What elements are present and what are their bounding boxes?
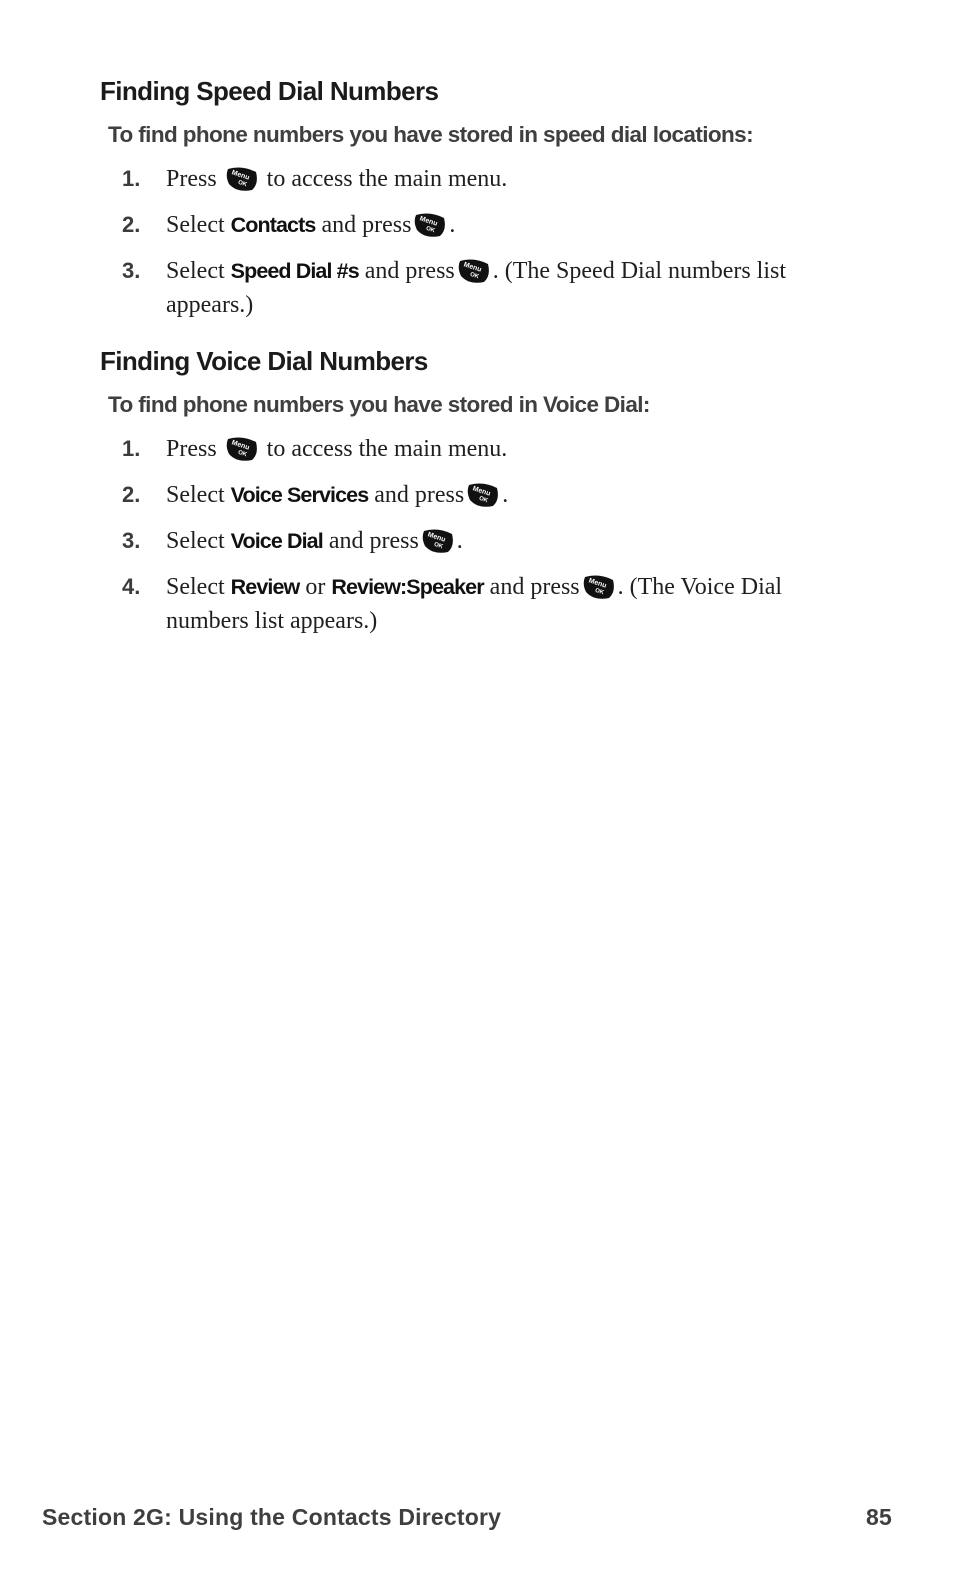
- step-text: Select: [166, 528, 225, 554]
- step-item: [100, 478, 860, 512]
- step-number: 4.: [122, 574, 141, 599]
- step-number: 2.: [122, 482, 141, 507]
- svg-text:OK: OK: [432, 541, 444, 551]
- step-text: . (The Voice Dial numbers list appears.): [166, 574, 783, 634]
- menu-command: Speed Dial #s: [230, 259, 359, 283]
- step-text: and press: [374, 482, 465, 508]
- footer-section-title: Section 2G: Using the Contacts Directory: [42, 1504, 502, 1530]
- step-text: and press: [328, 528, 419, 554]
- svg-text:Menu: Menu: [587, 577, 607, 590]
- menu-ok-key-icon: [225, 436, 259, 462]
- page-footer: [42, 1504, 892, 1531]
- svg-text:Menu: Menu: [471, 485, 492, 498]
- svg-text:Menu: Menu: [419, 215, 439, 228]
- section-intro: To find phone numbers you have stored in Voice Dial:: [108, 392, 650, 417]
- menu-ok-key-icon: [225, 166, 259, 192]
- menu-ok-key-icon: [457, 258, 491, 284]
- page-number: 85: [866, 1504, 892, 1530]
- svg-text:Menu: Menu: [230, 169, 250, 182]
- svg-text:Menu: Menu: [230, 439, 250, 452]
- step-text: .: [449, 212, 456, 238]
- step-text: Select: [166, 482, 225, 508]
- step-list: [100, 162, 860, 322]
- section-heading: Finding Voice Dial Numbers: [100, 346, 428, 376]
- voice-dial-section: [100, 344, 860, 650]
- step-text: . (The Speed Dial numbers list appears.): [166, 258, 787, 318]
- menu-ok-key-icon: [421, 528, 455, 554]
- step-text: Select: [166, 212, 225, 238]
- step-text: Select: [166, 258, 225, 284]
- step-item: [100, 162, 860, 196]
- step-number: 3.: [122, 258, 141, 283]
- step-list: [100, 432, 860, 638]
- step-text: and press: [489, 574, 580, 600]
- menu-ok-key-icon: [582, 574, 616, 600]
- menu-command: Contacts: [230, 213, 316, 237]
- svg-text:OK: OK: [425, 225, 436, 235]
- step-text: Select: [166, 574, 225, 600]
- section-heading: Finding Speed Dial Numbers: [100, 76, 439, 106]
- step-item: [100, 208, 860, 242]
- svg-text:Menu: Menu: [462, 261, 482, 274]
- svg-text:OK: OK: [593, 587, 605, 597]
- step-text: to access the main menu.: [266, 436, 508, 462]
- step-item: [100, 254, 860, 322]
- step-text: and press: [321, 212, 412, 238]
- step-number: 1.: [122, 436, 141, 461]
- step-item: [100, 524, 860, 558]
- svg-text:OK: OK: [478, 495, 489, 505]
- speed-dial-section: [100, 74, 860, 334]
- menu-command: Review:Speaker: [331, 575, 484, 599]
- step-number: 1.: [122, 166, 141, 191]
- menu-ok-key-icon: [413, 212, 447, 238]
- step-text: .: [456, 528, 463, 554]
- menu-command: Review: [230, 575, 300, 599]
- svg-text:OK: OK: [468, 271, 480, 281]
- menu-command: Voice Services: [230, 483, 369, 507]
- step-item: [100, 432, 860, 466]
- step-number: 2.: [122, 212, 141, 237]
- svg-text:OK: OK: [236, 179, 248, 189]
- step-text: .: [502, 482, 509, 508]
- step-text: or: [305, 574, 326, 600]
- step-number: 3.: [122, 528, 141, 553]
- step-text: Press: [166, 436, 217, 462]
- menu-command: Voice Dial: [230, 529, 323, 553]
- step-text: Press: [166, 166, 217, 192]
- step-text: to access the main menu.: [266, 166, 508, 192]
- menu-ok-key-icon: [466, 482, 500, 508]
- step-text: and press: [364, 258, 455, 284]
- section-intro: To find phone numbers you have stored in speed dial locations:: [108, 122, 753, 147]
- svg-text:Menu: Menu: [426, 531, 447, 544]
- svg-text:OK: OK: [236, 449, 248, 459]
- step-item: [100, 570, 860, 638]
